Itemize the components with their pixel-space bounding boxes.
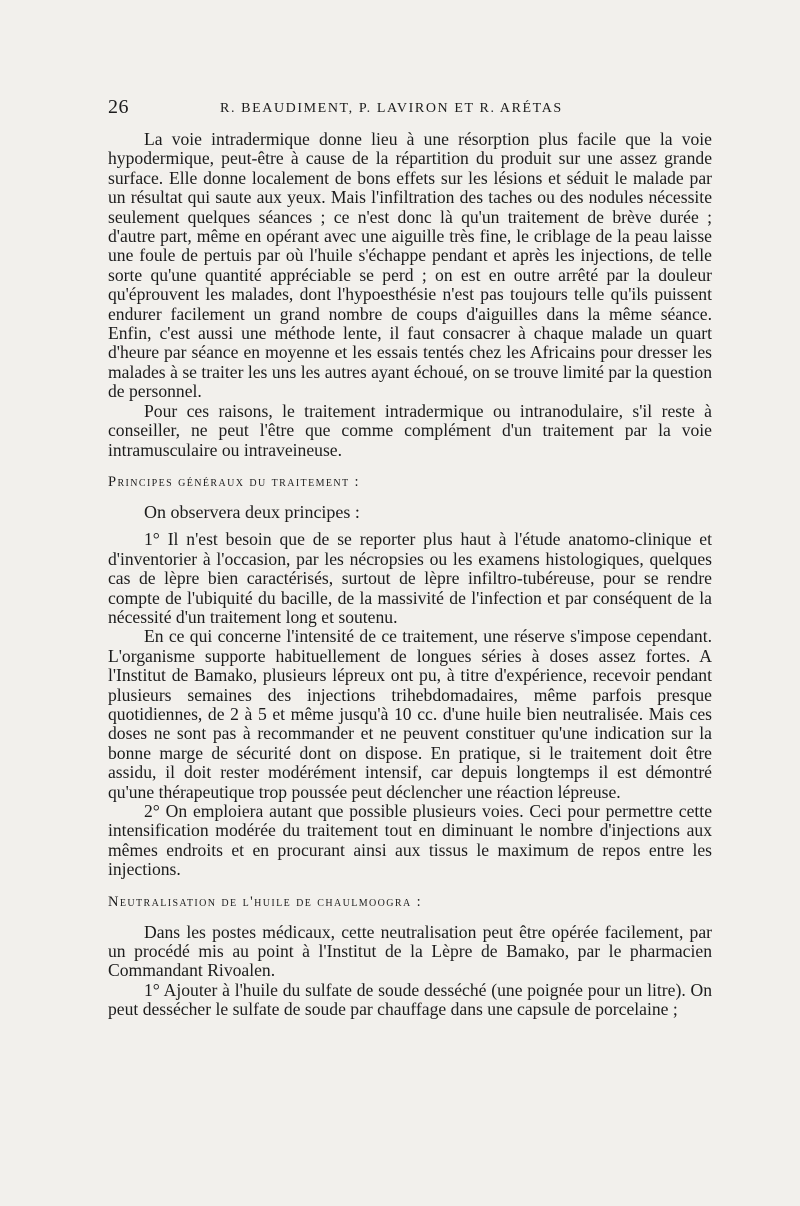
- principle-1: 1° Il n'est besoin que de se reporter plus haut à l'étude anatomo-clinique et d'inventorier à l'occasion, par les nécropsies ou les examens histologiques, quelques cas de lèpre bien caractérisés, surtout de lèpre infiltro-tubéreuse, pour se rendre compte de l'ubiquité du bacille, de la massivité de l'infection et par conséquent de la nécessité d'un traitement long et soutenu.: [108, 529, 712, 627]
- section-heading-neutralisation: [108, 894, 712, 911]
- page-number: 26: [108, 96, 129, 118]
- paragraph-medical-posts: Dans les postes médicaux, cette neutralisation peut être opérée facilement, par un procédé mis au point à l'Institut de la Lèpre de Bamako, par le pharmacien Commandant Rivoalen.: [108, 921, 712, 981]
- paragraph-complement: Pour ces raisons, le traitement intradermique ou intranodulaire, s'il reste à conseiller, ne peut l'être que comme complément d'un traitement par la voie intramusculaire ou intraveineuse.: [108, 400, 712, 460]
- paragraph-intensity: En ce qui concerne l'intensité de ce traitement, une réserve s'impose cependant. L'organisme supporte habituellement de longues séries à doses assez fortes. A l'Institut de Bamako, plusieurs lépreux ont pu, à titre d'expérience, recevoir pendant plusieurs semaines des injections trihebdomadaires, même parfois presque quotidiennes, de 2 à 5 et même jusqu'à 10 cc. d'une huile bien neutralisée. Mais ces doses ne sont pas à recommander et ne peuvent constituer qu'une indication sur la bonne marge de sécurité dont on dispose. En pratique, si le traitement doit être assidu, il doit rester modérément intensif, car depuis longtemps il est démontré qu'une thérapeutique trop poussée peut déclencher une réaction lépreuse.: [108, 626, 712, 802]
- paragraph-intradermal: La voie intradermique donne lieu à une résorption plus facile que la voie hypodermique, peut-être à cause de la répartition du produit sur une assez grande surface. Elle donne localement de bons effets sur les lésions et séduit le malade par un résultat qui saute aux yeux. Mais l'infiltration des taches ou des nodules nécessite seulement quelques séances ; ce n'est donc là qu'un traitement de brève durée ; d'autre part, même en opérant avec une aiguille très fine, le criblage de la peau laisse une foule de pertuis par où l'huile s'échappe pendant et après les injections, de telle sorte qu'une quantité appréciable se perd ; on est en outre arrêté par la douleur qu'éprouvent les malades, dont l'hypoesthésie n'est pas toujours telle qu'ils puissent endurer facilement un grand nombre de coups d'aiguilles dans la même séance. Enfin, c'est aussi une méthode lente, il faut consacrer à chaque malade un quart d'heure par séance en moyenne et les essais tentés chez les Africains pour dresser les malades à se traiter les uns les autres ayant échoué, on se trouve limité par la question de personnel.: [108, 129, 712, 402]
- header-authors: R. BEAUDIMENT, P. LAVIRON ET R. ARÉTAS: [220, 101, 563, 116]
- section-heading-principles: [108, 474, 712, 491]
- section-heading-principles-text: Principes généraux du traitement :: [108, 473, 360, 490]
- principle-2: 2° On emploiera autant que possible plusieurs voies. Ceci pour permettre cette intensification modérée du traitement tout en diminuant le nombre d'injections aux mêmes endroits et en procurant ainsi aux tissus le maximum de repos entre les injections.: [108, 801, 712, 880]
- section-heading-neutralisation-text: Neutralisation de l'huile de chaulmoogra :: [108, 893, 423, 910]
- running-head: [108, 96, 712, 130]
- step-1: 1° Ajouter à l'huile du sulfate de soude desséché (une poignée pour un litre). On peut dessécher le sulfate de soude par chauffage dans une capsule de porcelaine ;: [108, 979, 712, 1020]
- principles-intro: On observera deux principes :: [144, 501, 360, 522]
- page: [108, 96, 712, 1020]
